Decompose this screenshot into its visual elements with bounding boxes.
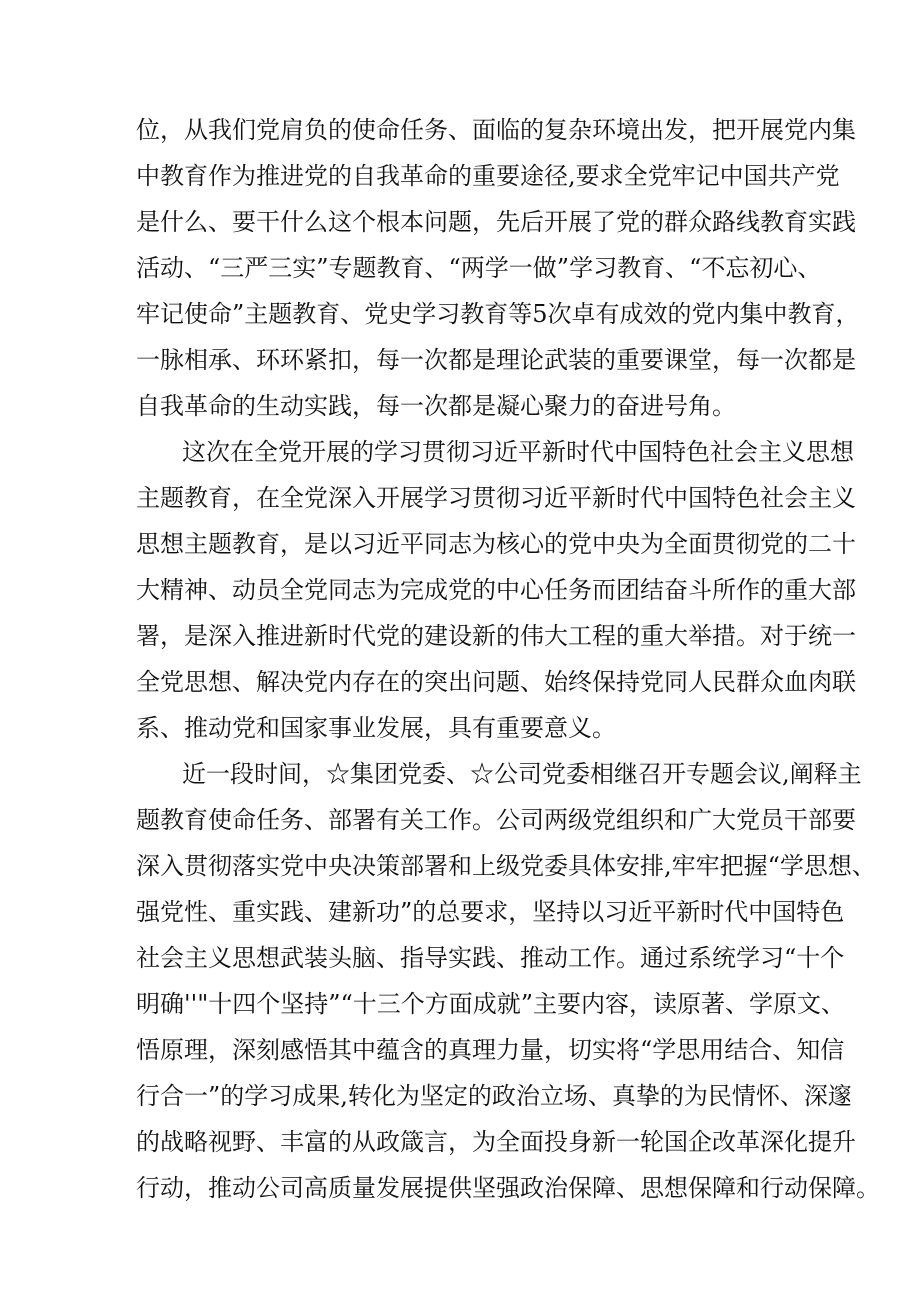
text-line: 明确''"十四个坚持”“十三个方面成就”主要内容，读原著、学原文、 <box>136 990 846 1018</box>
text-line: 署，是深入推进新时代党的建设新的伟大工程的重大举措。对于统一 <box>136 622 856 650</box>
text-line: 主题教育，在全党深入开展学习贯彻习近平新时代中国特色社会主义 <box>136 484 856 512</box>
text-line: 是什么、要干什么这个根本问题，先后开展了党的群众路线教育实践 <box>136 208 856 236</box>
text-line: 强党性、重实践、建新功”的总要求，坚持以习近平新时代中国特色 <box>136 898 845 926</box>
text-line: 深入贯彻落实党中央决策部署和上级党委具体安排,牢牢把握“学思想、 <box>136 852 876 880</box>
text-line: 活动、“三严三实”专题教育、“两学一做”学习教育、“不忘初心、 <box>136 254 822 282</box>
text-line: 思想主题教育，是以习近平同志为核心的党中央为全面贯彻党的二十 <box>136 530 856 558</box>
text-line: 这次在全党开展的学习贯彻习近平新时代中国特色社会主义思想 <box>182 438 854 466</box>
text-line: 牢记使命”主题教育、党史学习教育等5次卓有成效的党内集中教育， <box>136 300 860 328</box>
text-line: 的战略视野、丰富的从政箴言，为全面投身新一轮国企改革深化提升 <box>136 1128 856 1156</box>
text-line: 题教育使命任务、部署有关工作。公司两级党组织和广大党员干部要 <box>136 806 856 834</box>
text-line: 系、推动党和国家事业发展，具有重要意义。 <box>136 714 616 742</box>
text-line: 全党思想、解决党内存在的突出问题、始终保持党同人民群众血肉联 <box>136 668 856 696</box>
text-line: 位，从我们党肩负的使命任务、面临的复杂环境出发，把开展党内集 <box>136 116 856 144</box>
text-line: 一脉相承、环环紧扣，每一次都是理论武装的重要课堂，每一次都是 <box>136 346 856 374</box>
text-line: 自我革命的生动实践，每一次都是凝心聚力的奋进号角。 <box>136 392 736 420</box>
text-line: 大精神、动员全党同志为完成党的中心任务而团结奋斗所作的重大部 <box>136 576 856 604</box>
text-line: 行合一”的学习成果,转化为坚定的政治立场、真挚的为民情怀、深邃 <box>136 1082 852 1110</box>
text-line: 悟原理，深刻感悟其中蕴含的真理力量，切实将“学思用结合、知信 <box>136 1036 845 1064</box>
text-line: 行动，推动公司高质量发展提供坚强政治保障、思想保障和行动保障。 <box>136 1174 880 1202</box>
text-line: 社会主义思想武装头脑、指导实践、推动工作。通过系统学习“十个 <box>136 944 845 972</box>
text-line: 近一段时间，☆集团党委、☆公司党委相继召开专题会议,阐释主 <box>182 760 862 788</box>
text-line: 中教育作为推进党的自我革命的重要途径,要求全党牢记中国共产党 <box>136 162 840 190</box>
